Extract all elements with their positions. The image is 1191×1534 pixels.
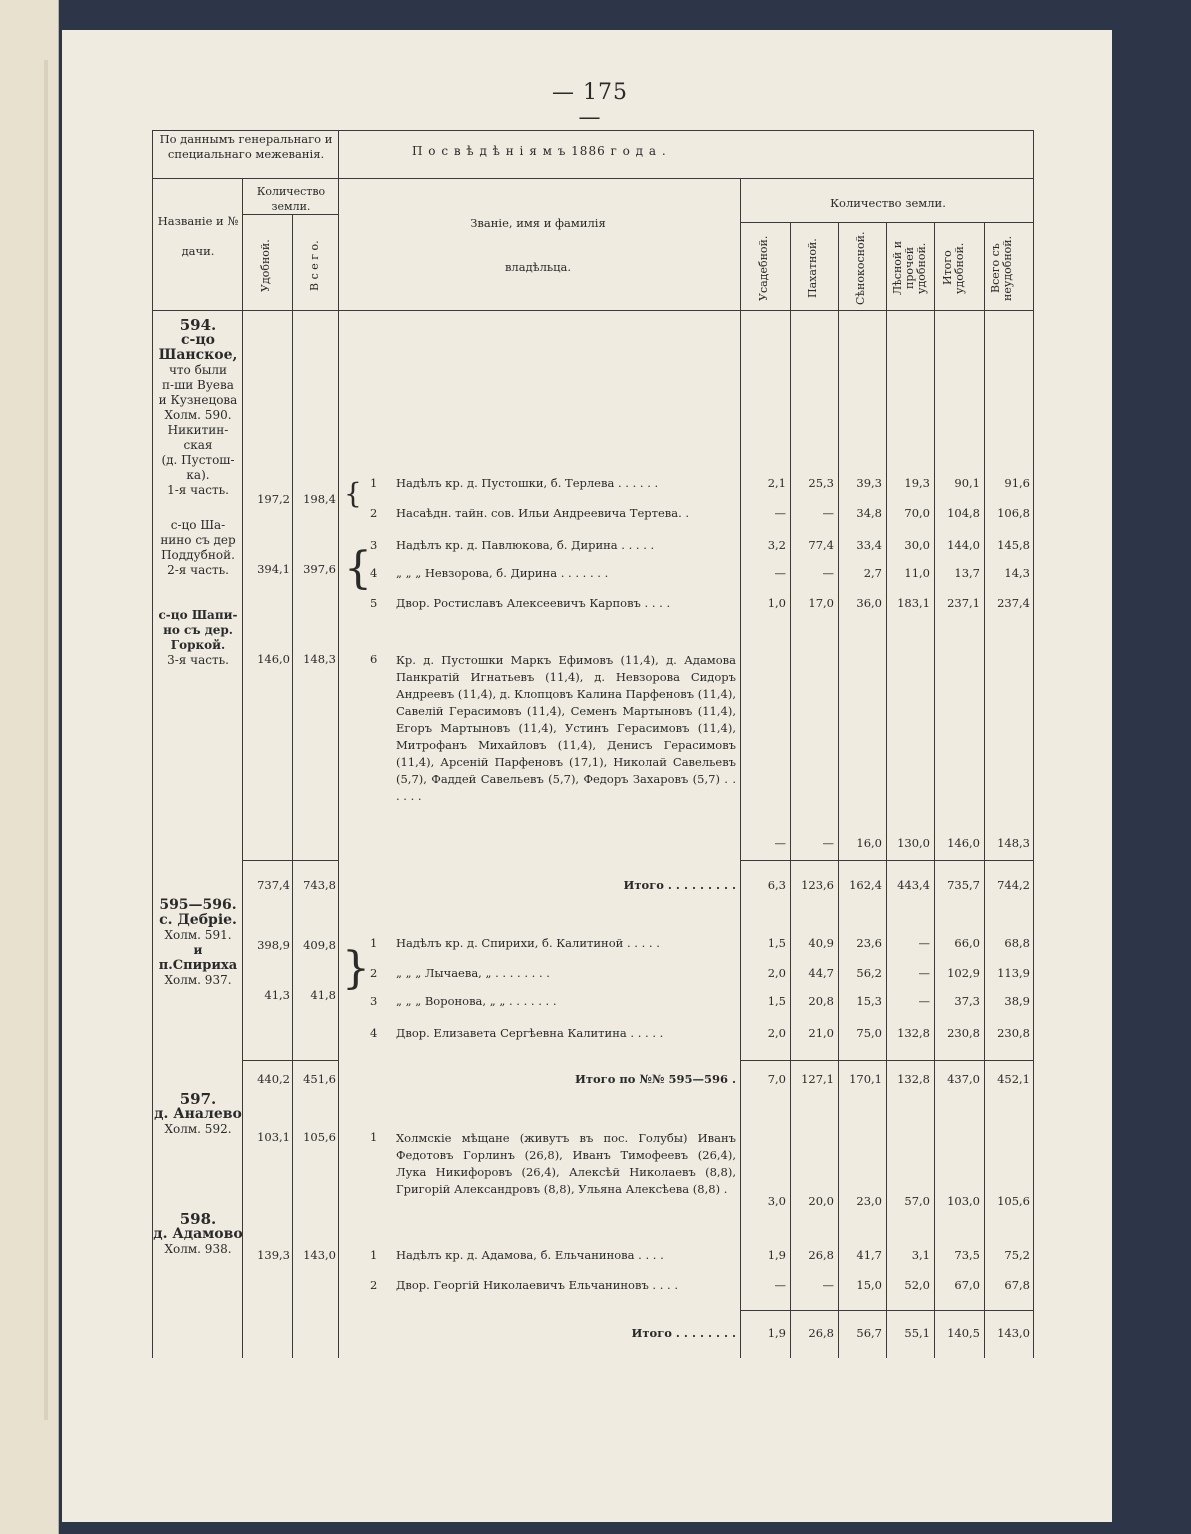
owner-description: Надѣлъ кр. д. Спирихи, б. Калитиной . . . . .	[396, 936, 660, 950]
row-number: 3	[370, 994, 378, 1008]
header-right-group: П о с в ѣ д ѣ н і я м ъ 1886 г о д а .	[412, 144, 667, 158]
header-qty-col2: Количество земли.	[830, 196, 946, 210]
qty-cell: 56,7	[856, 1326, 882, 1340]
dacha-num: 595—596.	[159, 897, 237, 913]
dacha-num: 597.	[179, 1090, 217, 1108]
qty-cell: 15,0	[856, 1278, 882, 1292]
col-divider	[338, 130, 339, 1358]
dacha-note: 3-я часть.	[167, 653, 229, 667]
header-qty-sub2: В с е г о.	[308, 240, 321, 292]
qty-cell: 75,0	[856, 1026, 882, 1040]
qty-cell: 26,8	[808, 1326, 834, 1340]
dacha-note: Холм. 591.	[164, 928, 232, 942]
dacha-594	[146, 318, 250, 498]
dacha-598	[146, 1212, 250, 1257]
qty-cell: 102,9	[947, 966, 980, 980]
qty-cell: 19,3	[904, 476, 930, 490]
left-udob: 197,2	[257, 492, 290, 506]
header-bottom-rule	[152, 310, 1034, 311]
dacha-note: что были	[168, 363, 227, 377]
qty-cell: 2,0	[767, 1026, 786, 1040]
qty-cell: 55,1	[904, 1326, 930, 1340]
left-page-edge	[0, 0, 59, 1534]
owner-description: Двор. Елизавета Сергѣевна Калитина . . . . .	[396, 1026, 664, 1040]
header-col-lesnoy: Лѣсной и прочей удобной.	[891, 240, 928, 296]
qty-cell: —	[774, 506, 786, 520]
owner-description: Надѣлъ кр. д. Адамова, б. Ельчанинова . . . .	[396, 1248, 664, 1262]
dacha-note: (д. Пустош-	[161, 453, 235, 467]
subtotal-rule	[740, 1060, 1034, 1061]
qty-cell: 3,2	[767, 538, 786, 552]
qty-cell: 1,9	[767, 1248, 786, 1262]
owner-description: „ „ „ Воронова, „ „ . . . . . . .	[396, 994, 557, 1008]
qty-cell: 2,1	[767, 476, 786, 490]
subtotal-rule	[740, 860, 1034, 861]
qty-cell: 2,7	[863, 566, 882, 580]
qty-cell: 57,0	[904, 1194, 930, 1208]
header-qty-sub1: Удобной.	[259, 239, 272, 293]
table-left-border	[152, 130, 153, 1358]
dacha-num: 594.	[179, 316, 217, 334]
page-number: — 175 —	[552, 80, 628, 130]
dacha-note: ская	[183, 438, 213, 452]
row-number: 1	[370, 936, 378, 950]
qty-cell: 91,6	[1004, 476, 1030, 490]
owner-description: Надѣлъ кр. д. Пустошки, б. Терлева . . . . . .	[396, 476, 659, 490]
header-name-col: Названіе и № дачи.	[157, 214, 239, 258]
qty-cell: 13,7	[954, 566, 980, 580]
dacha-name: с-цо Шанское,	[158, 332, 238, 363]
qty-cell: 230,8	[997, 1026, 1030, 1040]
dacha-594-part2	[146, 518, 250, 578]
header-left-group: По даннымъ генеральнаго и специальнаго межеванія.	[159, 132, 333, 161]
qty-cell: 70,0	[904, 506, 930, 520]
total-row-label: Итого по №№ 595—596 .	[575, 1072, 736, 1086]
qty-cell: 3,0	[767, 1194, 786, 1208]
col-divider	[984, 222, 985, 1358]
page-fold	[44, 60, 48, 1420]
qty-cell: 6,3	[767, 878, 786, 892]
dacha-note: но съ дер.	[163, 623, 233, 637]
qty-cell: 144,0	[947, 538, 980, 552]
dacha-note: Холм. 592.	[164, 1122, 232, 1136]
qty-cell: 40,9	[808, 936, 834, 950]
qty-cell: 20,8	[808, 994, 834, 1008]
qty-cell: 146,0	[947, 836, 980, 850]
qty-cell: 14,3	[1004, 566, 1030, 580]
col-divider	[740, 178, 741, 1358]
qty-cell: —	[918, 994, 930, 1008]
left-udob: 146,0	[257, 652, 290, 666]
brace-icon: {	[344, 543, 372, 594]
qty-cell: —	[822, 836, 834, 850]
qty-cell: 132,8	[897, 1026, 930, 1040]
left-vsego: 41,8	[310, 988, 336, 1002]
qty-cell: 1,0	[767, 596, 786, 610]
qty-cell: 37,3	[954, 994, 980, 1008]
total-row-label: Итого . . . . . . . .	[631, 1326, 736, 1340]
dacha-num: 598.	[179, 1210, 217, 1228]
header-col-vsego: Всего съ неудобной.	[989, 235, 1014, 301]
qty-cell: 105,6	[997, 1194, 1030, 1208]
qty-cell: 2,0	[767, 966, 786, 980]
qty-cell: 23,0	[856, 1194, 882, 1208]
owner-description: „ „ „ Лычаева, „ . . . . . . . .	[396, 966, 550, 980]
header-col-pakhat: Пахатной.	[806, 238, 819, 298]
qty-cell: 23,6	[856, 936, 882, 950]
qty-cell: 1,9	[767, 1326, 786, 1340]
qty-cell: 145,8	[997, 538, 1030, 552]
dacha-note: Никитин-	[167, 423, 229, 437]
dacha-note: ка).	[186, 468, 210, 482]
left-udob: 398,9	[257, 938, 290, 952]
qty-cell: 744,2	[997, 878, 1030, 892]
row-number: 4	[370, 566, 378, 580]
dacha-note: Холм. 590.	[164, 408, 232, 422]
qty-cell: 44,7	[808, 966, 834, 980]
dacha-597	[146, 1092, 250, 1137]
qty-cell: 443,4	[897, 878, 930, 892]
qty-cell: 183,1	[897, 596, 930, 610]
col-divider	[886, 222, 887, 1358]
qty-cell: 77,4	[808, 538, 834, 552]
header-owner-2: владѣльца.	[504, 260, 572, 274]
qty-cell: 130,0	[897, 836, 930, 850]
dacha-note: 2-я часть.	[167, 563, 229, 577]
qty-cell: 148,3	[997, 836, 1030, 850]
subtotal-rule	[242, 1060, 338, 1061]
owner-description: Насаѣдн. тайн. сов. Ильи Андреевича Тертева. .	[396, 506, 690, 520]
dacha-note: Поддубной.	[161, 548, 235, 562]
qty-cell: 7,0	[767, 1072, 786, 1086]
left-vsego: 743,8	[303, 878, 336, 892]
qty-cell: 437,0	[947, 1072, 980, 1086]
qty-cell: 735,7	[947, 878, 980, 892]
total-row-label: Итого . . . . . . . . .	[623, 878, 736, 892]
qty-cell: 143,0	[997, 1326, 1030, 1340]
owner-description: Двор. Ростиславъ Алексеевичъ Карповъ . . . .	[396, 596, 671, 610]
qty-cell: 170,1	[849, 1072, 882, 1086]
qty-cell: —	[918, 936, 930, 950]
qty-cell: 52,0	[904, 1278, 930, 1292]
dacha-note: нино съ дер	[160, 533, 236, 547]
col-divider	[934, 222, 935, 1358]
brace-icon: }	[342, 943, 370, 994]
row-number: 5	[370, 596, 378, 610]
qty-cell: 11,0	[904, 566, 930, 580]
left-vsego: 105,6	[303, 1130, 336, 1144]
header-col-senokos: Сѣнокосной.	[854, 231, 867, 305]
left-udob: 103,1	[257, 1130, 290, 1144]
qty-cell: 56,2	[856, 966, 882, 980]
owner-description: Двор. Георгій Николаевичъ Ельчаниновъ . . . .	[396, 1278, 679, 1292]
row-number: 2	[370, 966, 378, 980]
row-number: 6	[370, 652, 378, 666]
qty-cell: 140,5	[947, 1326, 980, 1340]
qty-cell: —	[822, 1278, 834, 1292]
qty-cell: 3,1	[911, 1248, 930, 1262]
qty-cell: 123,6	[801, 878, 834, 892]
dacha-name: д. Аналево	[154, 1106, 242, 1122]
qty-cell: 75,2	[1004, 1248, 1030, 1262]
owner-description: Кр. д. Пустошки Маркъ Ефимовъ (11,4), д. Адамова Панкратій Игнатьевъ (11,4), д. Невзорова Сидоръ Андреевъ (11,4), д. Клопцовъ Калина Парфеновъ (11,4), Савелій Герасимовъ (11,4), Семенъ Мартыновъ (11,4), Егоръ Мартыновъ (11,4), Устинъ Герасимовъ (11,4), Митрофанъ Михайловъ (11,4), Денисъ Герасимовъ (11,4), Арсеній Парфеновъ (17,1), Николай Савельевъ (5,7), Фаддей Савельевъ (5,7), Федоръ Захаровъ (5,7) . . . . . .	[396, 653, 736, 803]
left-vsego: 198,4	[303, 492, 336, 506]
owner-description: Надѣлъ кр. д. Павлюкова, б. Дирина . . . . .	[396, 538, 655, 552]
qty-cell: 66,0	[954, 936, 980, 950]
qty-cell: 41,7	[856, 1248, 882, 1262]
qty-cell: 67,0	[954, 1278, 980, 1292]
table-right-border	[1033, 130, 1034, 1358]
row-number: 3	[370, 538, 378, 552]
qty-cell: 67,8	[1004, 1278, 1030, 1292]
subtotal-rule	[740, 1310, 1034, 1311]
qty-cell: —	[774, 1278, 786, 1292]
qty-cell: —	[822, 506, 834, 520]
qty-cell: 127,1	[801, 1072, 834, 1086]
header-col-itogo: Итого удобной.	[941, 242, 966, 294]
left-vsego: 409,8	[303, 938, 336, 952]
row-number: 1	[370, 1248, 378, 1262]
qty-cell: 452,1	[997, 1072, 1030, 1086]
qty-cell: 103,0	[947, 1194, 980, 1208]
dacha-note: 1-я часть.	[167, 483, 229, 497]
brace-icon: {	[344, 477, 362, 510]
left-vsego: 143,0	[303, 1248, 336, 1262]
qty-cell: 104,8	[947, 506, 980, 520]
col-divider	[838, 222, 839, 1358]
row-number: 2	[370, 1278, 378, 1292]
dacha-note: с-цо Шапи-	[158, 608, 238, 622]
owner-description: Холмскіе мѣщане (живутъ въ пос. Голубы) Иванъ Федотовъ Горлинъ (26,8), Иванъ Тимофеевъ (26,4), Лука Никифоровъ (26,4), Алексѣй Николаевъ (8,8), Григорій Александровъ (8,8), Ульяна Алексѣева (8,8) .	[396, 1131, 736, 1196]
dacha-name: п.Спириха	[158, 958, 238, 973]
col-divider	[790, 222, 791, 1358]
table-top-rule	[152, 130, 1034, 131]
qty-cell: 132,8	[897, 1072, 930, 1086]
header-group-rule	[152, 178, 1034, 179]
qty-cell: 25,3	[808, 476, 834, 490]
qty-cell: 237,1	[947, 596, 980, 610]
qty-cell: 15,3	[856, 994, 882, 1008]
dacha-595-596	[146, 898, 250, 988]
qty-cell: —	[774, 836, 786, 850]
qty-cell: 26,8	[808, 1248, 834, 1262]
qty-cell: 30,0	[904, 538, 930, 552]
left-vsego: 397,6	[303, 562, 336, 576]
left-udob: 41,3	[264, 988, 290, 1002]
land-table	[152, 130, 1034, 1360]
header-col-usadeb: Усадебной.	[757, 235, 770, 301]
qty-cell: 16,0	[856, 836, 882, 850]
dacha-note: п-ши Вуева	[162, 378, 234, 392]
left-udob: 394,1	[257, 562, 290, 576]
row-number: 4	[370, 1026, 378, 1040]
left-udob: 139,3	[257, 1248, 290, 1262]
qty-cell: 17,0	[808, 596, 834, 610]
dacha-note: Горкой.	[170, 638, 226, 652]
qty-cell: —	[774, 566, 786, 580]
qty2-sub-rule	[740, 222, 1034, 223]
qty-cell: 34,8	[856, 506, 882, 520]
row-number: 2	[370, 506, 378, 520]
header-owner-1: Званіе, имя и фамилія	[470, 216, 606, 230]
qty-cell: 90,1	[954, 476, 980, 490]
qty-cell: —	[918, 966, 930, 980]
qty-cell: 20,0	[808, 1194, 834, 1208]
qty-sub-rule	[242, 214, 338, 215]
dacha-note: с-цо Ша-	[170, 518, 226, 532]
left-udob: 737,4	[257, 878, 290, 892]
left-vsego: 148,3	[303, 652, 336, 666]
dacha-note: и	[193, 943, 203, 957]
qty-cell: 73,5	[954, 1248, 980, 1262]
row-number: 1	[370, 1130, 378, 1144]
owner-description: „ „ „ Невзорова, б. Дирина . . . . . . .	[396, 566, 609, 580]
qty-cell: 33,4	[856, 538, 882, 552]
qty-cell: 68,8	[1004, 936, 1030, 950]
qty-cell: 36,0	[856, 596, 882, 610]
header-qty-col: Количество земли.	[256, 185, 326, 213]
qty-cell: 162,4	[849, 878, 882, 892]
qty-cell: 1,5	[767, 994, 786, 1008]
qty-cell: —	[822, 566, 834, 580]
col-divider	[292, 214, 293, 1358]
row-number: 1	[370, 476, 378, 490]
qty-cell: 237,4	[997, 596, 1030, 610]
qty-cell: 1,5	[767, 936, 786, 950]
dacha-594-part3	[146, 608, 250, 668]
dacha-note: и Кузнецова	[158, 393, 238, 407]
qty-cell: 113,9	[997, 966, 1030, 980]
dacha-name: д. Адамово	[153, 1226, 243, 1242]
subtotal-rule	[242, 860, 338, 861]
left-udob: 440,2	[257, 1072, 290, 1086]
qty-cell: 39,3	[856, 476, 882, 490]
qty-cell: 230,8	[947, 1026, 980, 1040]
dacha-name: с. Дебріе.	[159, 912, 237, 928]
qty-cell: 21,0	[808, 1026, 834, 1040]
dacha-note: Холм. 938.	[164, 1242, 232, 1256]
qty-cell: 106,8	[997, 506, 1030, 520]
qty-cell: 38,9	[1004, 994, 1030, 1008]
dacha-note: Холм. 937.	[164, 973, 232, 987]
left-vsego: 451,6	[303, 1072, 336, 1086]
